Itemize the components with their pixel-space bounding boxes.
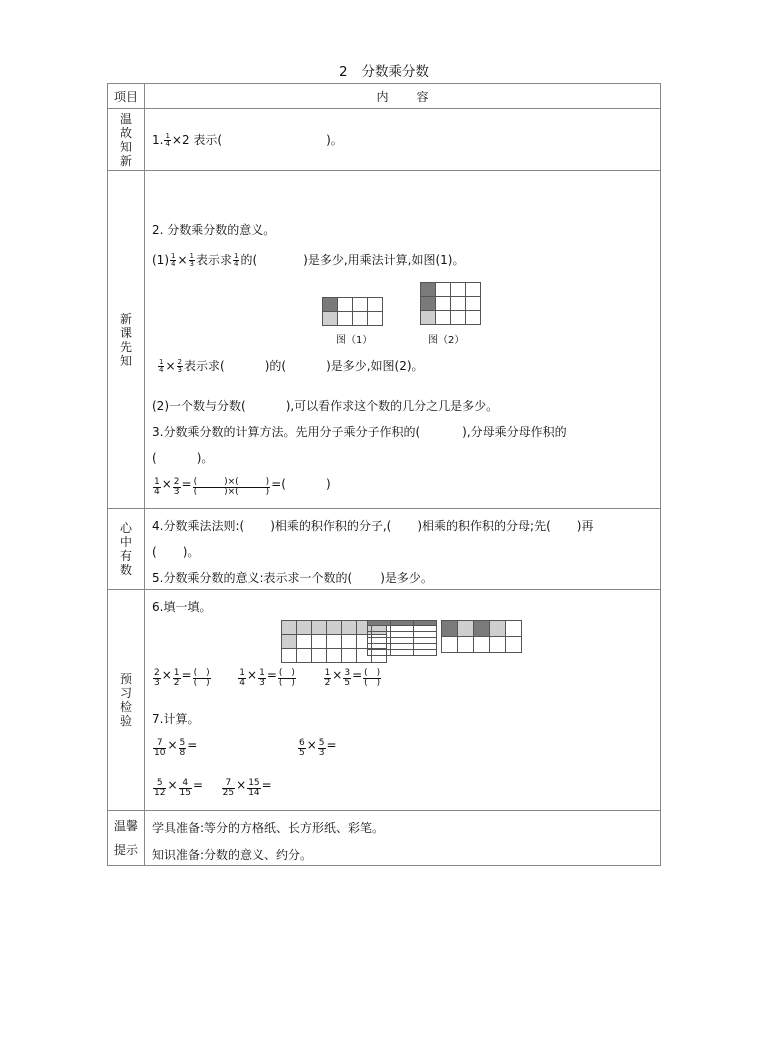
label-summary: 心 中 有 数 [108,509,145,590]
figure-2-grid [420,282,481,325]
question-7-calc-3: $\frac{5}{12}$ × $\frac{4}{15}$ = $\frac{7}{25}$ × $\frac{15}{14}$ = [154,777,272,798]
figure-1-caption: 图（1） [336,335,373,346]
label-review: 温 故 知 新 [108,109,145,171]
question-1: 1. $\frac{1}{4}$ ×2 表示( )。 [152,132,343,148]
question-2-title: 2. 分数乘分数的意义。 [152,223,276,237]
worksheet-table [107,83,661,866]
question-2-part-1b: $\frac{1}{4}$ × $\frac{2}{3}$ 表示求( )的( )是多少,如图(2)。 [159,358,424,374]
label-preview: 新 课 先 知 [108,171,145,509]
content-check [145,590,661,811]
question-6-equations: $\frac{2}{3}$ × $\frac{1}{2}$ = ( ) ( ) $\frac{1}{4}$ × $\frac{1}{3}$ = ( ) ( ) $\frac{1}{2}$ × $\frac{3}{5}$ = ( ) ( ) [154,667,381,688]
question-7-title: 7.计算。 [152,712,200,726]
content-preview [145,171,661,509]
row-preview [108,171,661,509]
question-5: 5.分数乘分数的意义:表示求一个数的( )是多少。 [152,571,433,585]
q6-grid-2 [367,620,437,656]
question-3-calc: $\frac{1}{4}$ × $\frac{2}{3}$ = ( )×( ) ( )×( ) =( ) [154,476,331,497]
content-tips [145,811,661,866]
row-review [108,109,661,171]
header-content: 内 容 [145,84,661,109]
row-summary [108,509,661,590]
question-4: 4.分数乘法法则:( )相乘的积作积的分子,( )相乘的积作积的分母;先( )再 [152,519,594,533]
row-check [108,590,661,811]
figure-1-grid [322,297,383,326]
question-4-line-2: ( )。 [152,545,200,559]
page-title: 2 分数乘分数 [338,64,430,80]
content-review [145,109,661,171]
label-tips: 温馨 提示 [108,811,145,866]
question-7-calc-1: $\frac{7}{10}$ × $\frac{5}{8}$ = [154,737,198,758]
header-item: 项目 [108,84,145,109]
figure-2-caption: 图（2） [428,335,465,346]
content-summary [145,509,661,590]
question-7-calc-2: $\frac{6}{5}$ × $\frac{5}{3}$ = [299,737,337,758]
label-check: 预 习 检 验 [108,590,145,811]
question-2-part-1: (1) $\frac{1}{4}$ × $\frac{1}{3}$ 表示求 $\frac{1}{4}$ 的( )是多少,用乘法计算,如图(1)。 [152,252,465,268]
tip-line-2: 知识准备:分数的意义、约分。 [152,848,313,862]
question-3-line-2: ( )。 [152,451,214,465]
row-tips [108,811,661,866]
q6-grid-3 [441,620,522,653]
question-6-title: 6.填一填。 [152,600,212,614]
question-2-part-2: (2)一个数与分数( ),可以看作求这个数的几分之几是多少。 [152,399,499,413]
question-3: 3.分数乘分数的计算方法。先用分子乘分子作积的( ),分母乘分母作积的 [152,425,567,439]
tip-line-1: 学具准备:等分的方格纸、长方形纸、彩笔。 [152,821,385,835]
header-row [108,84,661,109]
